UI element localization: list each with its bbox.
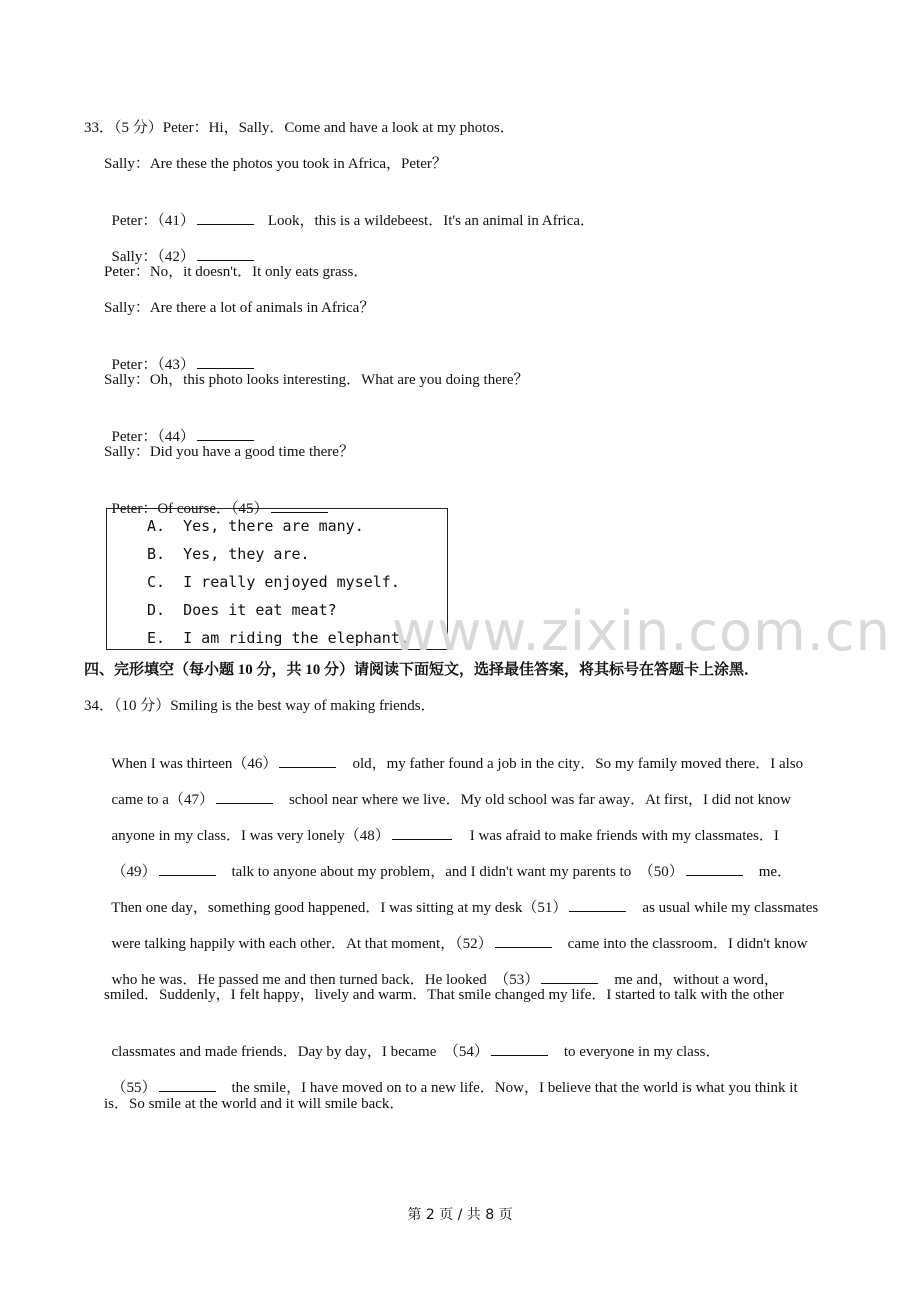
dialogue-line-1: Sally：Are these the photos you took in Africa，Peter？: [104, 156, 447, 172]
question-34-intro: 34．（10 分）Smiling is the best way of making friends．: [84, 698, 436, 714]
dialogue-text: Look，this is a wildebeest．It's an animal in Africa．: [267, 213, 596, 229]
passage-line-8: smiled．Suddenly，I felt happy，lively and warm．That smile changed my life．I started to talk with the other: [104, 987, 784, 1003]
passage-line-1: [104, 733, 803, 774]
dialogue-speaker: Sally：（42）: [111, 249, 195, 265]
passage-text: who he was．He passed me and then turned back．He looked （53）: [111, 972, 540, 988]
option-d: D. Does it eat meat?: [147, 601, 337, 619]
passage-text: came into the classroom．I didn't know: [567, 936, 808, 952]
answer-blank-50[interactable]: [686, 861, 743, 876]
dialogue-line-5: Sally：Are there a lot of animals in Africa？: [104, 300, 375, 316]
answer-blank-42[interactable]: [197, 246, 254, 261]
passage-line-7: [104, 949, 779, 990]
answer-blank-49[interactable]: [159, 861, 216, 876]
question-33-intro: 33．（5 分）Peter：Hi，Sally．Come and have a look at my photos．: [84, 120, 515, 136]
answer-blank-53[interactable]: [541, 969, 598, 984]
answer-blank-54[interactable]: [491, 1041, 548, 1056]
answer-blank-55[interactable]: [159, 1077, 216, 1092]
dialogue-line-6: [104, 334, 254, 375]
dialogue-speaker: Peter：（43）: [111, 357, 195, 373]
passage-text: anyone in my class．I was very lonely（48）: [111, 828, 390, 844]
dialogue-line-8: [104, 406, 254, 447]
dialogue-line-2: [104, 190, 595, 231]
option-e: E. I am riding the elephant.: [147, 629, 409, 647]
passage-text: （49）: [111, 864, 157, 880]
answer-blank-48[interactable]: [392, 825, 452, 840]
passage-line-6: [104, 913, 807, 954]
answer-blank-46[interactable]: [279, 753, 336, 768]
passage-text: the smile，I have moved on to a new life．Now，I believe that the world is what you think it: [231, 1080, 798, 1096]
passage-line-4: [104, 841, 792, 882]
option-a: A. Yes, there are many.: [147, 517, 364, 535]
answer-blank-43[interactable]: [197, 354, 254, 369]
section-heading: 四、完形填空（每小题 10 分，共 10 分）请阅读下面短文，选择最佳答案，将其标号在答题卡上涂黑．: [84, 662, 760, 678]
passage-line-9: [104, 1021, 721, 1062]
watermark: www.zixin.com.cn: [392, 600, 891, 663]
passage-text: me and，without a word，: [614, 972, 779, 988]
dialogue-line-3: [104, 226, 254, 267]
passage-text: Then one day，something good happened．I was sitting at my desk（51）: [111, 900, 568, 916]
passage-text: to everyone in my class．: [563, 1044, 721, 1060]
passage-text: I was afraid to make friends with my classmates．I: [469, 828, 779, 844]
passage-text: were talking happily with each other．At that moment，（52）: [111, 936, 493, 952]
dialogue-line-9: Sally：Did you have a good time there？: [104, 444, 354, 460]
dialogue-speaker: Peter：Of course．（45）: [111, 501, 269, 517]
options-box: [106, 508, 448, 650]
passage-line-5: [104, 877, 818, 918]
answer-blank-52[interactable]: [495, 933, 552, 948]
dialogue-line-7: Sally：Oh，this photo looks interesting．What are you doing there？: [104, 372, 529, 388]
answer-blank-41[interactable]: [197, 210, 254, 225]
passage-line-10: [104, 1057, 798, 1098]
dialogue-speaker: Peter：（41）: [111, 213, 195, 229]
answer-blank-51[interactable]: [569, 897, 626, 912]
answer-blank-47[interactable]: [216, 789, 273, 804]
passage-text: （55）: [111, 1080, 157, 1096]
passage-text: me．: [758, 864, 793, 880]
option-c: C. I really enjoyed myself.: [147, 573, 400, 591]
passage-text: talk to anyone about my problem，and I didn't want my parents to （50）: [231, 864, 684, 880]
passage-text: school near where we live．My old school was far away．At first，I did not know: [288, 792, 791, 808]
option-b: B. Yes, they are.: [147, 545, 310, 563]
answer-blank-44[interactable]: [197, 426, 254, 441]
passage-line-11: is．So smile at the world and it will smile back．: [104, 1096, 405, 1112]
passage-text: old，my father found a job in the city．So my family moved there．I also: [352, 756, 804, 772]
passage-text: came to a（47）: [111, 792, 214, 808]
passage-line-2: [104, 769, 791, 810]
passage-text: When I was thirteen（46）: [111, 756, 278, 772]
passage-line-3: [104, 805, 779, 846]
dialogue-speaker: Peter：（44）: [111, 429, 195, 445]
dialogue-line-4: Peter：No，it doesn't．It only eats grass．: [104, 264, 369, 280]
passage-text: as usual while my classmates: [642, 900, 819, 916]
passage-text: classmates and made friends．Day by day，I became （54）: [111, 1044, 489, 1060]
page-footer: 第 2 页 / 共 8 页: [407, 1207, 513, 1223]
